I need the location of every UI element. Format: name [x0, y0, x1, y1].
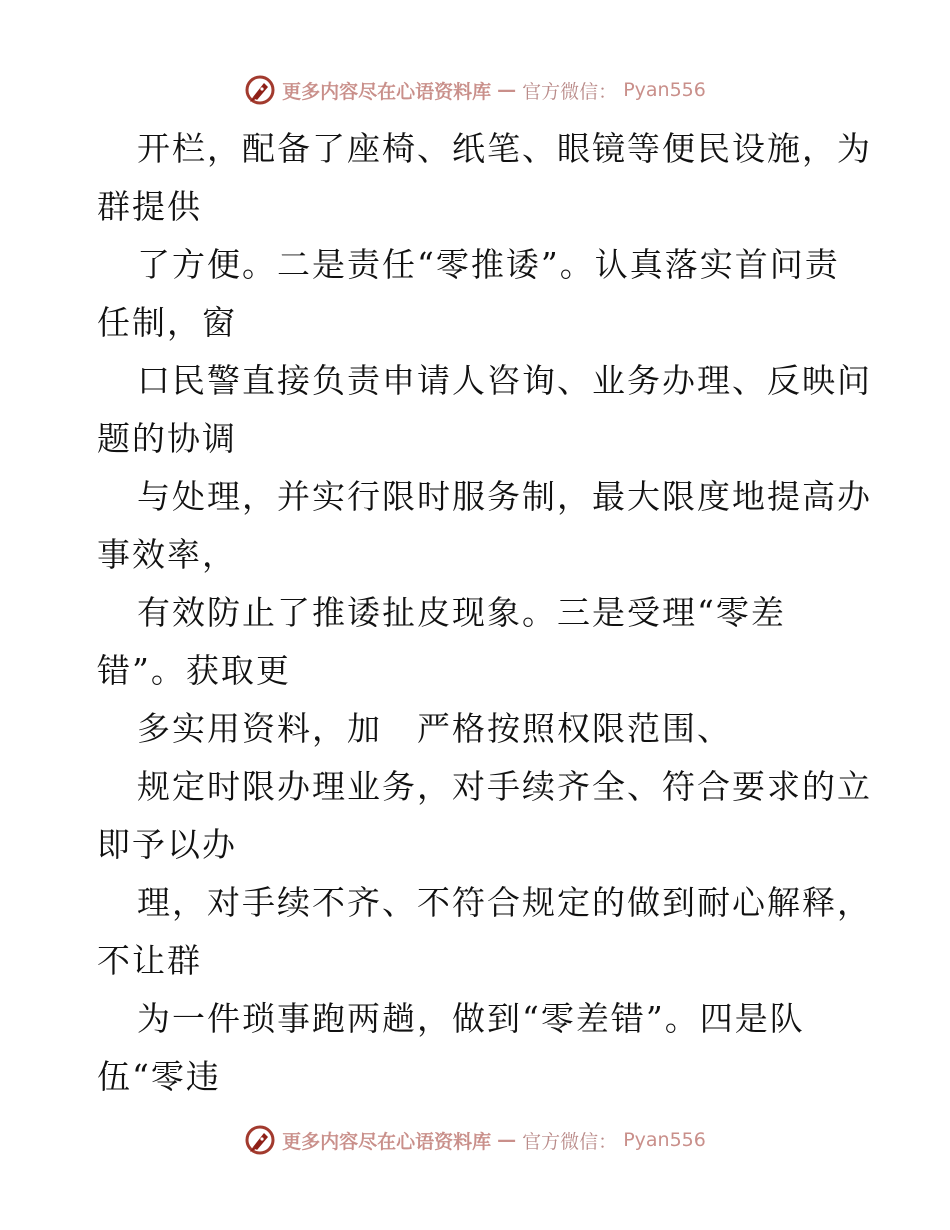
header-watermark — [0, 70, 950, 110]
header-official-label: 官方微信： — [522, 80, 618, 103]
text-line: 任制，窗 — [97, 303, 237, 342]
footer-official-label: 官方微信： — [522, 1130, 618, 1153]
text-line: 了方便。二是责任“零推诿”。认真落实首问责 — [137, 245, 840, 284]
text-line: 题的协调 — [97, 419, 237, 458]
footer-separator: — — [497, 1129, 517, 1151]
text-line: 多实用资料，加 严格按照权限范围、 — [137, 709, 732, 748]
text-line: 开栏，配备了座椅、纸笔、眼镜等便民设施，为 — [137, 129, 872, 168]
text-line: 即予以办 — [97, 825, 237, 864]
text-line: 理，对手续不齐、不符合规定的做到耐心解释， — [137, 883, 872, 922]
text-line: 错”。获取更 — [97, 651, 291, 690]
footer-site-text: 更多内容尽在心语资料库 — [282, 1130, 492, 1153]
text-line: 口民警直接负责申请人咨询、业务办理、反映问 — [137, 361, 872, 400]
text-line: 与处理，并实行限时服务制，最大限度地提高办 — [137, 477, 872, 516]
text-line: 伍“零违 — [97, 1057, 221, 1096]
footer-account-id: Pyan556 — [623, 1129, 706, 1151]
pen-nib-circle-icon — [244, 74, 276, 106]
text-line: 群提供 — [97, 187, 202, 226]
document-body — [97, 120, 872, 1106]
pen-nib-circle-icon — [244, 1124, 276, 1156]
text-line: 事效率， — [97, 535, 237, 574]
footer-watermark — [0, 1120, 950, 1160]
text-line: 不让群 — [97, 941, 202, 980]
text-line: 为一件琐事跑两趟，做到“零差错”。四是队 — [137, 999, 805, 1038]
header-site-text: 更多内容尽在心语资料库 — [282, 80, 492, 103]
text-line: 规定时限办理业务，对手续齐全、符合要求的立 — [137, 767, 872, 806]
header-separator: — — [497, 79, 517, 101]
text-line: 有效防止了推诿扯皮现象。三是受理“零差 — [137, 593, 786, 632]
header-account-id: Pyan556 — [623, 79, 706, 101]
